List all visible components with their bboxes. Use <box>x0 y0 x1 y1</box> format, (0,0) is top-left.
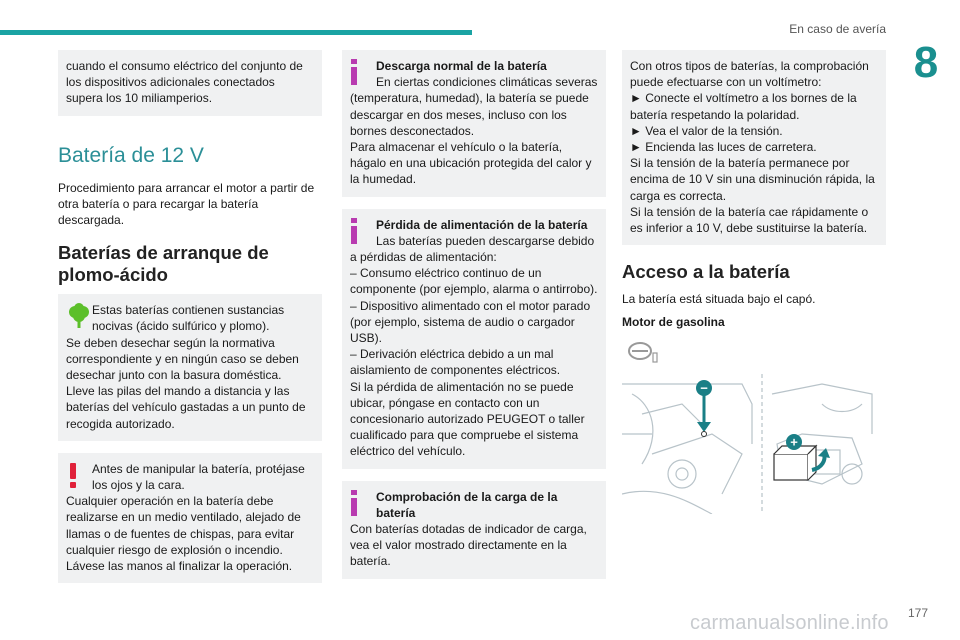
battery-access-title: Acceso a la batería <box>622 261 790 283</box>
info-icon <box>350 59 358 89</box>
tree-icon <box>66 303 92 335</box>
column-3 <box>622 50 886 514</box>
charge-check-box <box>342 481 606 579</box>
header-accent-bar <box>0 30 472 35</box>
power-loss-box <box>342 209 606 469</box>
continued-note-text: cuando el consumo eléctrico del conjunto de los dispositivos adicionales conectados supera los 10 miliamperios. <box>66 59 303 106</box>
warn-line-2: Cualquier operación en la batería debe realizarse en un medio ventilado, alejado de llamas o de fuentes de chispas, para evitar cualquier riesgo de explosión o incendio. <box>66 494 301 557</box>
chapter-number: 8 <box>913 38 939 87</box>
warn-line-3: Lávese las manos al finalizar la operación. <box>66 559 293 574</box>
steering-wheel-icon <box>626 339 886 370</box>
power-loss-item-3: – Derivación eléctrica debido a un mal aislamiento de componentes eléctricos. <box>350 347 561 378</box>
power-loss-title: Pérdida de alimentación de la batería <box>376 217 588 232</box>
voltmeter-line-3: Si la tensión de la batería cae rápidamente o es inferior a 10 V, debe sustituirse la batería. <box>630 204 869 236</box>
voltmeter-box <box>622 50 886 245</box>
warning-exclamation-icon <box>66 462 80 492</box>
env-line-2: Se deben desechar según la normativa correspondiente y en ningún caso se deben desechar junto con la basura doméstica. <box>66 335 299 383</box>
page-number: 177 <box>908 606 929 620</box>
normal-discharge-text-1a: En ciertas condiciones climáticas severas (temperatura, humedad), la batería se puede descargar en dos meses, incluso con los bornes desconectados. <box>350 75 598 138</box>
env-line-1: Estas baterías contienen sustancias nocivas (ácido sulfúrico y plomo). <box>92 303 285 334</box>
watermark: carmanualsonline.info <box>690 612 889 634</box>
battery-title: Batería de 12 V <box>58 143 204 167</box>
minus-label: − <box>700 380 708 396</box>
info-icon <box>350 218 358 248</box>
voltmeter-line-2: Si la tensión de la batería permanece por encima de 10 V sin una disminución rápida, la carga es correcta. <box>630 156 875 203</box>
power-loss-text-1: Las baterías pueden descargarse debido a pérdidas de alimentación: <box>350 233 595 265</box>
lead-acid-subtitle: Baterías de arranque de plomo-ácido <box>58 242 269 286</box>
normal-discharge-box <box>342 50 606 197</box>
battery-intro: Procedimiento para arrancar el motor a partir de otra batería o para recargar la batería descargada. <box>58 180 315 228</box>
column-2 <box>342 50 606 591</box>
environment-box <box>58 294 322 441</box>
charge-check-text: Con baterías dotadas de indicador de carga, vea el valor mostrado directamente en la batería. <box>350 522 587 569</box>
petrol-engine-subtitle: Motor de gasolina <box>622 315 725 330</box>
engine-bay-illustration <box>622 374 884 514</box>
warn-line-1: Antes de manipular la batería, protéjase los ojos y la cara. <box>92 461 305 493</box>
power-loss-item-1: – Consumo eléctrico continuo de un componente (por ejemplo, alarma o antirrobo). <box>350 266 598 297</box>
normal-discharge-text-2: Para almacenar el vehículo o la batería, hágalo en una ubicación protegida del calor y la humedad. <box>350 140 592 187</box>
voltmeter-line-1: Con otros tipos de baterías, la comprobación puede efectuarse con un voltímetro: <box>630 59 869 90</box>
column-1 <box>58 50 322 595</box>
plus-label: + <box>790 434 798 450</box>
battery-access-intro: La batería está situada bajo el capó. <box>622 292 816 307</box>
charge-check-title: Comprobación de la carga de la batería <box>376 489 558 520</box>
section-title: En caso de avería <box>789 22 886 36</box>
voltmeter-step-2: ► Vea el valor de la tensión. <box>630 123 783 138</box>
power-loss-text-2: Si la pérdida de alimentación no se puede ubicar, póngase en contacto con un concesionario autorizado PEUGEOT o taller cualificado para que compruebe el sistema eléctrico del vehículo. <box>350 379 585 459</box>
voltmeter-step-1: ► Conecte el voltímetro a los bornes de la batería respetando la polaridad. <box>630 91 857 122</box>
warning-box <box>58 453 322 583</box>
power-loss-item-2: – Dispositivo alimentado con el motor parado (por ejemplo, sistema de audio o cargador USB). <box>350 298 591 346</box>
env-line-3: Lleve las pilas del mando a distancia y las baterías del vehículo gastadas a un punto de recogida autorizado. <box>66 384 306 431</box>
voltmeter-step-3: ► Encienda las luces de carretera. <box>630 140 817 155</box>
info-icon <box>350 490 358 520</box>
normal-discharge-title: Descarga normal de la batería <box>376 59 547 73</box>
continued-note-box <box>58 50 322 116</box>
engine-bay-figure <box>622 374 884 514</box>
